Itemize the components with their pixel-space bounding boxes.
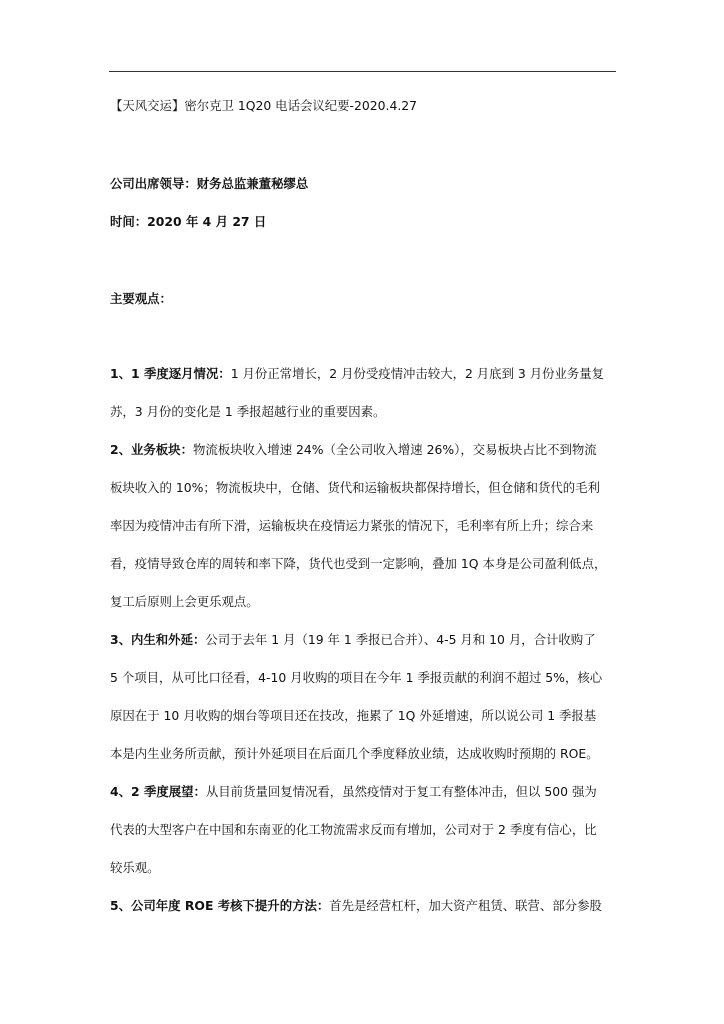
point-4-text: 从目前货量回复情况看，虽然疫情对于复工有整体冲击，但以 500 强为: [205, 784, 597, 799]
point-1-label: 1、1 季度逐月情况：: [110, 366, 231, 381]
point-3-line-2: 5 个项目，从可比口径看，4-10 月收购的项目在今年 1 季报贡献的利润不超过 5%，核心: [110, 670, 603, 685]
point-4-line-1: [110, 783, 597, 801]
point-3-line-1: [110, 631, 596, 649]
point-2-line-4: 看，疫情导致仓库的周转和率下降，货代也受到一定影响，叠加 1Q 本身是公司盈利低点，: [110, 556, 607, 571]
point-3-line-3: 原因在于 10 月收购的烟台等项目还在技改，拖累了 1Q 外延增速，所以说公司 1 季报基: [110, 708, 597, 723]
point-1-line-1: [110, 365, 604, 383]
time-line: 时间：2020 年 4 月 27 日: [110, 214, 267, 229]
point-3-label: 3、内生和外延：: [110, 632, 206, 647]
point-2-label: 2、业务板块：: [110, 442, 193, 457]
point-4-line-3: 较乐观。: [110, 860, 160, 875]
point-3-text: 公司于去年 1 月（19 年 1 季报已合并）、4-5 月和 10 月，合计收购了: [205, 632, 596, 647]
point-2-line-2: 板块收入的 10%；物流板块中，仓储、货代和运输板块都保持增长，但仓储和货代的毛利: [110, 480, 600, 495]
point-2-text: 物流板块收入增速 24%（全公司收入增速 26%），交易板块占比不到物流: [192, 442, 597, 457]
point-5-text: 首先是经营杠杆，加大资产租赁、联营、部分参股: [329, 898, 602, 913]
point-2-line-5: 复工后原则上会更乐观点。: [110, 594, 259, 609]
main-points-heading: 主要观点：: [110, 291, 172, 306]
point-2-line-3: 率因为疫情冲击有所下滑，运输板块在疫情运力紧张的情况下，毛利率有所上升；综合来: [110, 518, 594, 533]
header-rule: [109, 71, 616, 72]
point-2-line-1: [110, 441, 597, 459]
attendee-line: 公司出席领导：财务总监兼董秘缪总: [110, 176, 309, 191]
point-1-line-2: 苏，3 月份的变化是 1 季报超越行业的重要因素。: [110, 404, 386, 419]
point-1-text: 1 月份正常增长，2 月份受疫情冲击较大，2 月底到 3 月份业务量复: [230, 366, 605, 381]
point-4-line-2: 代表的大型客户在中国和东南亚的化工物流需求反而有增加，公司对于 2 季度有信心，比: [110, 822, 597, 837]
point-5-label: 5、公司年度 ROE 考核下提升的方法：: [110, 898, 330, 913]
point-3-line-4: 本是内生业务所贡献，预计外延项目在后面几个季度释放业绩，达成收购时预期的 ROE。: [110, 746, 599, 761]
point-5-line-1: [110, 897, 602, 915]
point-4-label: 4、2 季度展望：: [110, 784, 206, 799]
document-title: 【天风交运】密尔克卫 1Q20 电话会议纪要-2020.4.27: [110, 98, 418, 113]
